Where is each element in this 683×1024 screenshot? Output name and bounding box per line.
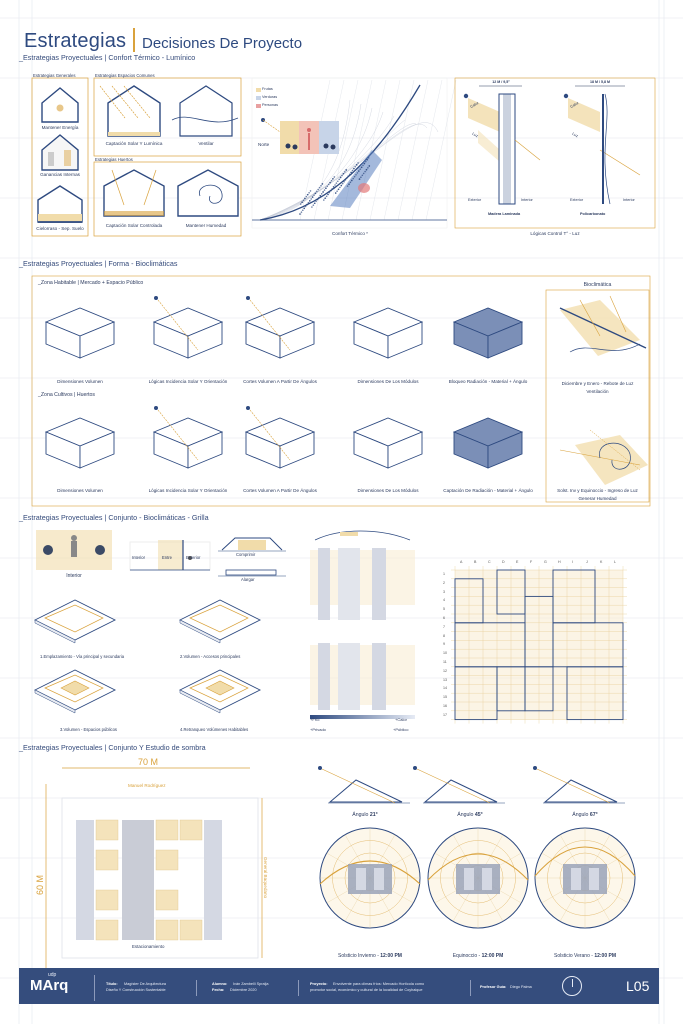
ie-entre: Entre bbox=[162, 555, 173, 560]
solsticio-label-2: Equinoccio - 12:00 PM bbox=[452, 953, 504, 959]
section-title-sombra: _Estrategias Proyectuales | Conjunto Y Estudio de sombra bbox=[19, 743, 206, 752]
espacios-title: Estrategias Espacios Comunes bbox=[95, 73, 155, 78]
footer-alumno-label: Alumno: bbox=[212, 982, 228, 986]
footer-proyecto2: promotor social, económico y cultural de la localidad de Coyhaique bbox=[310, 988, 423, 992]
label-exterior-right: Exterior bbox=[570, 198, 584, 202]
grid-col-F: F bbox=[530, 560, 533, 564]
label-norte: Norte bbox=[258, 142, 270, 147]
cap-captacion-luminica: Captación Solar Y Lumínica bbox=[105, 141, 163, 146]
forma-row2-cap-3: Cortes Volumen A Partir De Ángulos bbox=[243, 488, 317, 493]
logo-marq: MArq bbox=[30, 977, 69, 994]
grid-row-5: 5 bbox=[443, 607, 445, 612]
footer-titulo: Magíster De Arquitectura bbox=[124, 982, 166, 986]
grid-row-10: 10 bbox=[443, 651, 447, 656]
footer-proyecto-label: Proyecto: bbox=[310, 982, 328, 986]
step-2: 2.Volumen - Accesos principales bbox=[180, 654, 241, 659]
label-madera: Madera Laminada bbox=[488, 212, 521, 216]
label-calor-left: Calor bbox=[469, 100, 480, 110]
dim-width: 70 M bbox=[138, 757, 159, 767]
footer-divider-2 bbox=[196, 980, 197, 996]
grid-row-16: 16 bbox=[443, 704, 447, 708]
zona-habitable-title: _Zona Habitable | Mercado + Espacio Público bbox=[38, 280, 144, 286]
grid-row-9: 9 bbox=[443, 642, 445, 647]
cap-humedad: Mantener Humedad bbox=[185, 223, 227, 228]
grid-col-H: H bbox=[558, 560, 561, 564]
angle-label-1: Ángulo 21° bbox=[352, 812, 378, 818]
legend-frutas: Frutas bbox=[262, 87, 273, 91]
grid-col-K: K bbox=[600, 560, 603, 564]
grid-col-A: A bbox=[460, 560, 463, 564]
step-3: 3.Volumen - Espacios públicos bbox=[60, 727, 118, 732]
label-comprimir: Comprimir bbox=[236, 552, 256, 557]
footer-divider-3 bbox=[298, 980, 299, 996]
cap-ventilar: Ventilar bbox=[198, 141, 214, 146]
cap-ganancias: Ganancias Internas bbox=[40, 172, 80, 177]
grid-row-13: 13 bbox=[443, 677, 447, 682]
footer-divider bbox=[94, 975, 95, 1001]
confort-diagrams bbox=[0, 0, 683, 260]
zona-cultivos-title: _Zona Cultivos | Huertos bbox=[38, 392, 95, 398]
strip-diagram-bottom bbox=[310, 643, 415, 710]
grid-col-L: L bbox=[614, 560, 616, 564]
label-calor-right: Calor bbox=[569, 100, 580, 110]
footer-alumno: Iván Zambelli Spralja bbox=[233, 982, 269, 986]
grid-col-J: J bbox=[586, 560, 588, 564]
sombra-diagrams bbox=[0, 750, 683, 970]
label-publico: +Público bbox=[393, 727, 409, 732]
label-frio: +Frío bbox=[310, 717, 320, 722]
logo-udp: udp bbox=[48, 972, 57, 978]
logicas-caption: Lógicas Control T° - Luz bbox=[530, 231, 580, 236]
bio-cap-2b: Generar Humedad bbox=[578, 496, 617, 501]
ie-exterior: Exterior bbox=[186, 555, 201, 560]
bio-cap-2: Solst. Inv y Equinoccio - Ingreso de Luz bbox=[557, 488, 638, 493]
dim-right: 18 M / 5,8 M bbox=[590, 80, 610, 84]
solsticio-label-1: Solsticio Invierno - 12:00 PM bbox=[338, 953, 402, 959]
forma-row1-cap-1: Dimensiones Volumen bbox=[57, 379, 103, 384]
footer-profesor-label: Profesor Guía: bbox=[480, 985, 507, 989]
section-title-conjunto: _Estrategias Proyectuales | Conjunto - Bioclimáticas - Grilla bbox=[19, 513, 209, 522]
grid-col-B: B bbox=[474, 560, 477, 564]
grid-col-C: C bbox=[488, 560, 491, 564]
page-subtitle: Decisiones De Proyecto bbox=[142, 35, 303, 52]
strip-diagram-top bbox=[310, 531, 415, 620]
huertos-title: Estrategias Huertos bbox=[95, 157, 133, 162]
footer-fecha-label: Fecha: bbox=[212, 988, 225, 992]
label-luz-right: Luz bbox=[571, 131, 579, 139]
dim-left: 12 M / 9,5° bbox=[492, 80, 510, 84]
calle-right: General Baquedano bbox=[263, 856, 269, 899]
label-exterior-left: Exterior bbox=[468, 198, 482, 202]
grid-row-15: 15 bbox=[443, 695, 447, 700]
footer-fecha: Diciembre 2020 bbox=[230, 988, 257, 992]
conj-interior-label: Interior bbox=[66, 573, 82, 579]
footer-proyecto: Envolvente para climas fríos: Mercado Hortícola como bbox=[333, 982, 425, 986]
grid-row-4: 4 bbox=[443, 598, 445, 603]
estacionamiento: Estacionamiento bbox=[132, 944, 165, 949]
forma-row1-cap-2: Lógicas Incidencia Solar Y Orientación bbox=[148, 379, 228, 384]
grid-row-8: 8 bbox=[443, 633, 445, 638]
footer-profesor: Diego Palma bbox=[510, 985, 532, 989]
chart-caption: Confort Térmico * bbox=[332, 231, 368, 236]
generales-title: Estrategias Generales bbox=[33, 73, 76, 78]
grid-row-7: 7 bbox=[443, 624, 445, 629]
step-1: 1.Emplazamiento - Vía principal y secundaria bbox=[40, 654, 125, 659]
grid-col-D: D bbox=[502, 560, 505, 564]
forma-row1-cap-4: Dimensiones De Los Módulos bbox=[357, 379, 419, 384]
page-title: Estrategias bbox=[24, 30, 127, 52]
section-title-forma: _Estrategias Proyectuales | Forma - Bioclimáticas bbox=[19, 259, 178, 268]
bio-cap-1: Diciembre y Enero - Rebote de Luz bbox=[561, 381, 634, 386]
grid-row-17: 17 bbox=[443, 712, 447, 717]
section-title-confort: _Estrategias Proyectuales | Confort Térmico - Lumínico bbox=[19, 53, 196, 62]
footer-divider-4 bbox=[470, 980, 471, 996]
grid-row-2: 2 bbox=[443, 580, 445, 585]
dim-height: 60 M bbox=[35, 874, 46, 896]
grid-col-G: G bbox=[544, 560, 547, 564]
north-compass-icon bbox=[562, 976, 582, 996]
calle-top: Manuel Rodríguez bbox=[128, 783, 166, 788]
angle-label-3: Ángulo 67° bbox=[572, 812, 598, 818]
grid-row-11: 11 bbox=[443, 660, 447, 664]
conjunto-diagrams bbox=[0, 520, 683, 745]
label-calor: +Calor bbox=[395, 717, 407, 722]
ie-interior: Interior bbox=[132, 555, 146, 560]
bioclimatica-title: Bioclimática bbox=[583, 282, 612, 288]
legend-personas: Personas bbox=[262, 103, 279, 107]
forma-row2-cap-2: Lógicas Incidencia Solar Y Orientación bbox=[148, 488, 228, 493]
grid-row-12: 12 bbox=[443, 668, 447, 673]
label-policarbonato: Policarbonato bbox=[580, 212, 606, 216]
grid-plan bbox=[451, 566, 627, 724]
label-interior-right: Interior bbox=[623, 198, 635, 202]
grid-col-E: E bbox=[516, 560, 519, 564]
grid-row-6: 6 bbox=[443, 616, 445, 620]
cap-energia: Mantener Energía bbox=[41, 125, 79, 130]
forma-row2-cap-5: Captación De Radiación - Material + Ángulo bbox=[443, 488, 533, 493]
sheet-number: L05 bbox=[626, 978, 650, 994]
grid-col-I: I bbox=[572, 560, 573, 564]
angle-label-2: Ángulo 45° bbox=[457, 812, 483, 818]
legend-verduras: Verduras bbox=[262, 95, 278, 99]
grid-row-14: 14 bbox=[443, 686, 447, 691]
label-luz-left: Luz bbox=[471, 131, 479, 139]
footer-titulo2: Diseño Y Construcción Sustentable bbox=[106, 988, 166, 992]
step-4: 4.Retranqueo Volúmenes Habitables bbox=[180, 727, 249, 732]
footer-titulo-label: Título: bbox=[106, 982, 118, 986]
grid-row-1: 1 bbox=[443, 572, 445, 576]
cap-cielorraso: Cielorraso - Sep. Suelo bbox=[36, 226, 84, 231]
label-alargar: Alargar bbox=[241, 577, 255, 582]
forma-row2-cap-4: Dimensiones De Los Módulos bbox=[357, 488, 419, 493]
forma-row2-cap-1: Dimensiones Volumen bbox=[57, 488, 103, 493]
label-interior-left: Interior bbox=[521, 198, 533, 202]
solsticio-label-3: Solsticio Verano - 12:00 PM bbox=[554, 953, 616, 959]
grid-row-3: 3 bbox=[443, 589, 445, 594]
cap-captacion-controlada: Captación Solar Controlada bbox=[105, 223, 163, 228]
forma-row1-cap-3: Cortes Volumen A Partir De Ángulos bbox=[243, 379, 317, 384]
bio-cap-1b: Ventilación bbox=[586, 389, 609, 394]
label-privado: +Privado bbox=[310, 727, 326, 732]
forma-row1-cap-5: Bloqueo Radiación - Material + Ángulo bbox=[448, 379, 528, 384]
